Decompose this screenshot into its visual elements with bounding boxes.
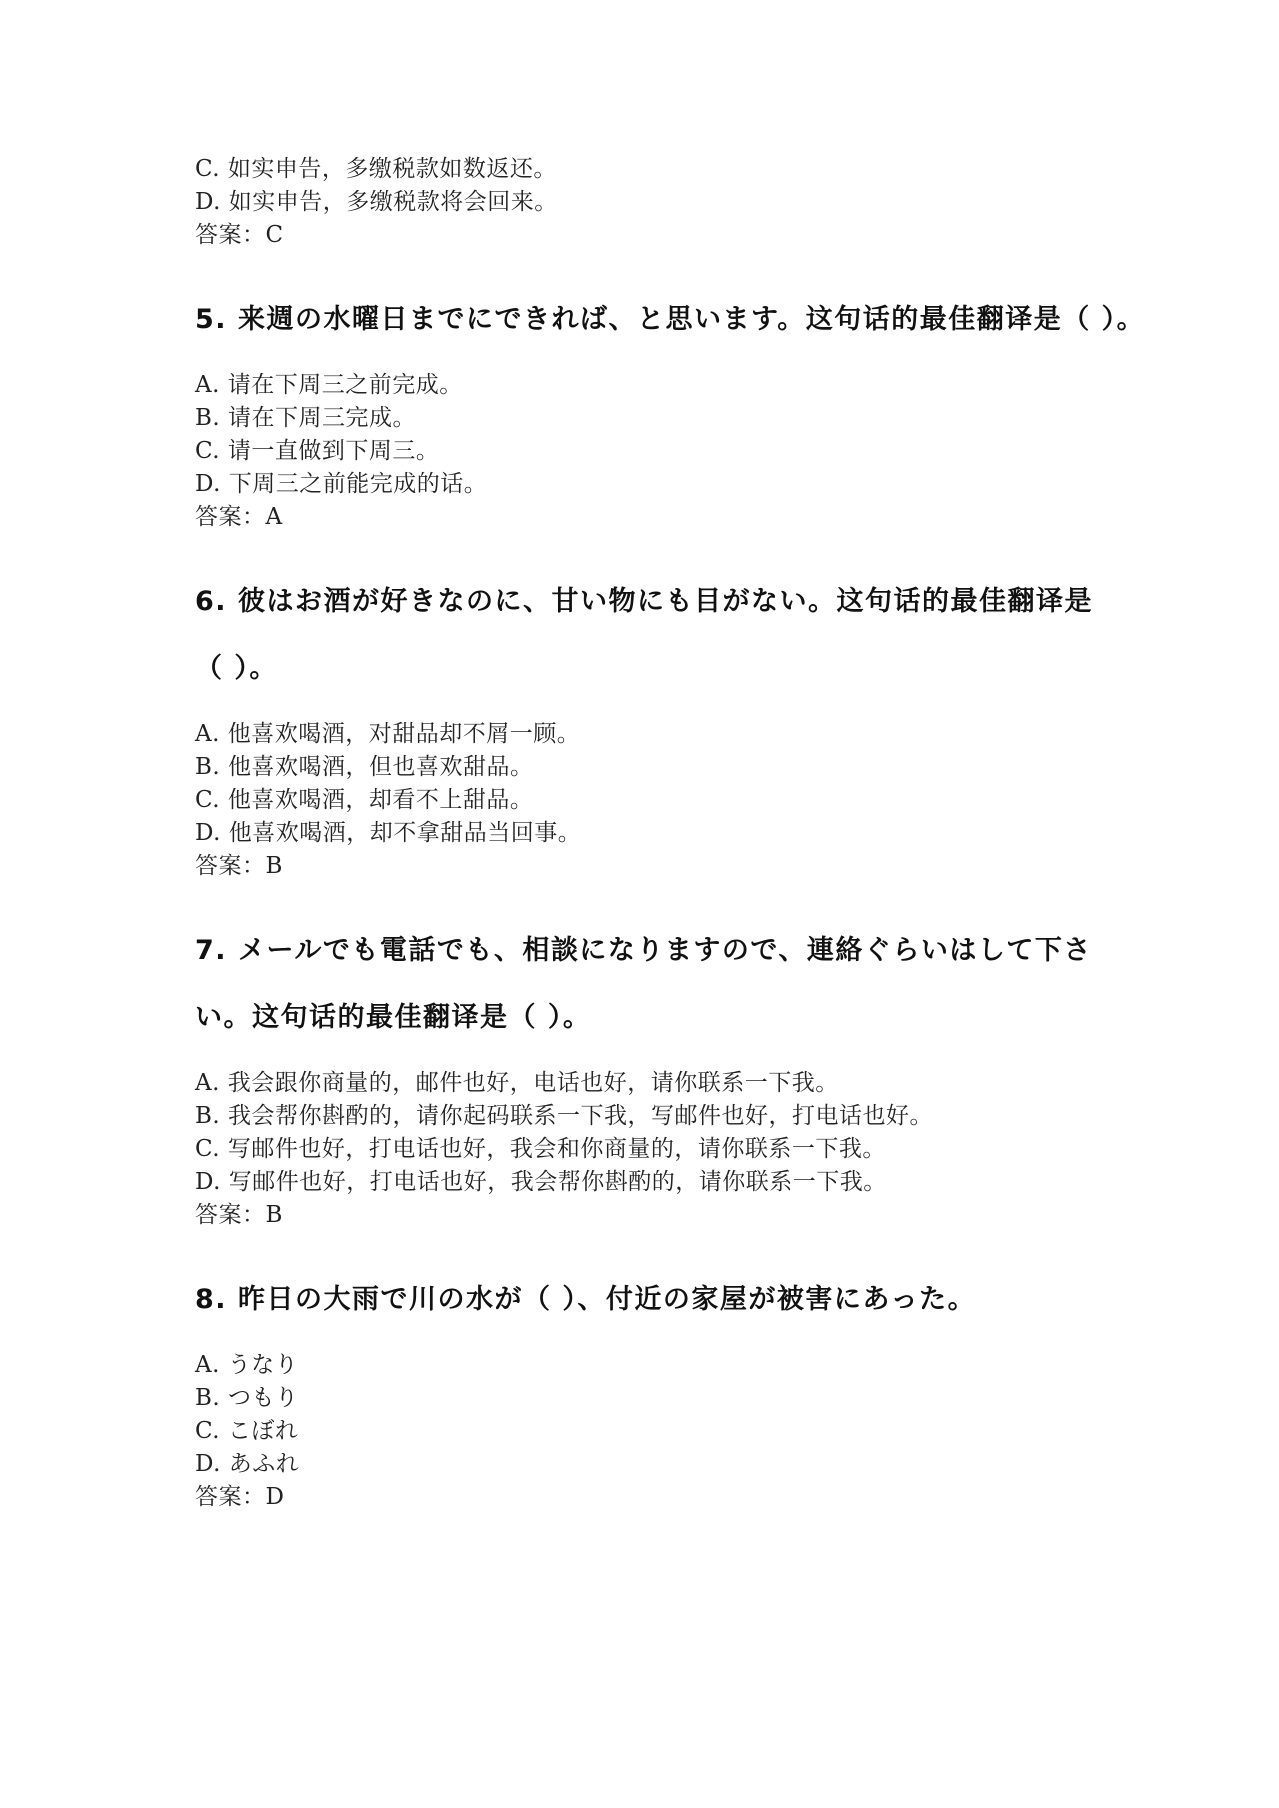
question-title-continued: （ ）。	[195, 653, 278, 684]
option-c: C. 请一直做到下周三。	[195, 438, 440, 464]
document-content	[195, 153, 1146, 1514]
option-a: A. うなり	[195, 1352, 299, 1378]
answer: 答案：A	[195, 504, 283, 530]
option-b: B. 他喜欢喝酒，但也喜欢甜品。	[195, 754, 534, 780]
option-a: A. 他喜欢喝酒，对甜品却不屑一顾。	[195, 721, 581, 747]
question-7	[195, 917, 1135, 1232]
option-a: A. 请在下周三之前完成。	[195, 372, 463, 398]
question-title: 7. メールでも電話でも、相談になりますので、連絡ぐらいはして下さ	[195, 935, 1092, 966]
question-title-continued: い。这句话的最佳翻译是（ ）。	[195, 1002, 592, 1033]
option-a: A. 我会跟你商量的，邮件也好，电话也好，请你联系一下我。	[195, 1070, 839, 1096]
answer: 答案：C	[195, 222, 284, 248]
option-b: B. 我会帮你斟酌的，请你起码联系一下我，写邮件也好，打电话也好。	[195, 1103, 934, 1129]
question-8	[195, 1266, 1135, 1514]
option-c: C. こぼれ	[195, 1418, 299, 1444]
option-d: D. 他喜欢喝酒，却不拿甜品当回事。	[195, 820, 582, 846]
question-6	[195, 568, 1135, 883]
question-title: 5. 来週の水曜日までにできれば、と思います。这句话的最佳翻译是（ ）。	[195, 304, 1146, 335]
option-b: B. つもり	[195, 1385, 299, 1411]
option-c: C. 他喜欢喝酒，却看不上甜品。	[195, 787, 534, 813]
question-5	[195, 286, 1146, 534]
answer: 答案：B	[195, 853, 283, 879]
question-4	[195, 153, 1135, 252]
question-title: 8. 昨日の大雨で川の水が（ ）、付近の家屋が被害にあった。	[195, 1284, 977, 1315]
option-d: D. あふれ	[195, 1451, 300, 1477]
answer: 答案：D	[195, 1484, 285, 1510]
option-d: D. 如实申告，多缴税款将会回来。	[195, 189, 558, 215]
option-c: C. 如实申告，多缴税款如数返还。	[195, 156, 557, 182]
option-d: D. 下周三之前能完成的话。	[195, 471, 488, 497]
option-c: C. 写邮件也好，打电话也好，我会和你商量的，请你联系一下我。	[195, 1136, 886, 1162]
option-b: B. 请在下周三完成。	[195, 405, 417, 431]
question-title: 6. 彼はお酒が好きなのに、甘い物にも目がない。这句话的最佳翻译是	[195, 586, 1093, 617]
option-d: D. 写邮件也好，打电话也好，我会帮你斟酌的，请你联系一下我。	[195, 1169, 887, 1195]
answer: 答案：B	[195, 1202, 283, 1228]
